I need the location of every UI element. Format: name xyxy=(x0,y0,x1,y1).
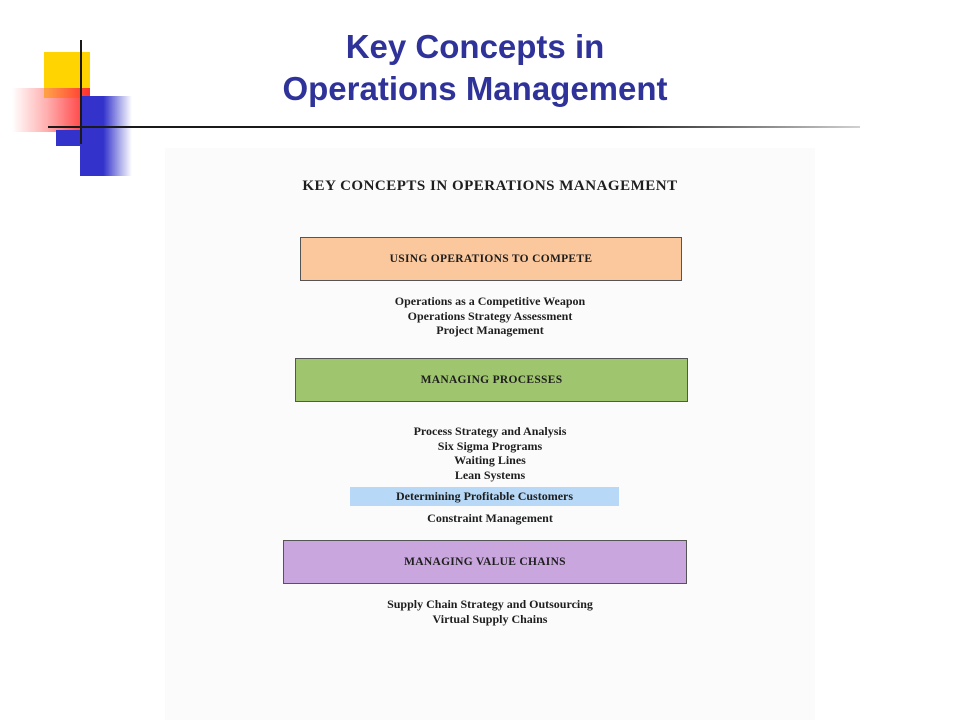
section-label-compete: USING OPERATIONS TO COMPETE xyxy=(389,253,593,265)
section-items-compete xyxy=(165,294,815,338)
section-box-processes xyxy=(295,358,688,402)
section-items-processes-after xyxy=(165,511,815,526)
slide-title-line-2: Operations Management xyxy=(282,70,668,107)
concept-diagram xyxy=(165,148,815,720)
section-items-processes xyxy=(165,424,815,482)
title-underline xyxy=(48,126,860,128)
highlighted-list-item: Determining Profitable Customers xyxy=(350,487,619,506)
list-item: Operations as a Competitive Weapon xyxy=(394,294,586,308)
section-label-value-chains: MANAGING VALUE CHAINS xyxy=(404,556,566,568)
slide-title xyxy=(160,26,790,110)
section-items-value-chains xyxy=(165,597,815,626)
slide-title-line-1: Key Concepts in xyxy=(345,28,605,65)
list-item: Operations Strategy Assessment xyxy=(407,308,573,323)
list-item: Lean Systems xyxy=(454,467,526,482)
list-item: Supply Chain Strategy and Outsourcing xyxy=(387,597,593,611)
list-item: Waiting Lines xyxy=(454,453,526,467)
list-item: Virtual Supply Chains xyxy=(432,611,548,626)
section-box-value-chains xyxy=(283,540,687,584)
decorative-vertical-line xyxy=(80,40,82,144)
list-item: Constraint Management xyxy=(427,511,553,525)
list-item: Process Strategy and Analysis xyxy=(413,424,567,438)
diagram-heading: KEY CONCEPTS IN OPERATIONS MANAGEMENT xyxy=(302,178,678,194)
section-label-processes: MANAGING PROCESSES xyxy=(420,374,563,386)
section-box-compete xyxy=(300,237,682,281)
decorative-blue-bar xyxy=(80,96,132,176)
list-item: Project Management xyxy=(436,323,544,337)
list-item: Six Sigma Programs xyxy=(437,438,543,453)
